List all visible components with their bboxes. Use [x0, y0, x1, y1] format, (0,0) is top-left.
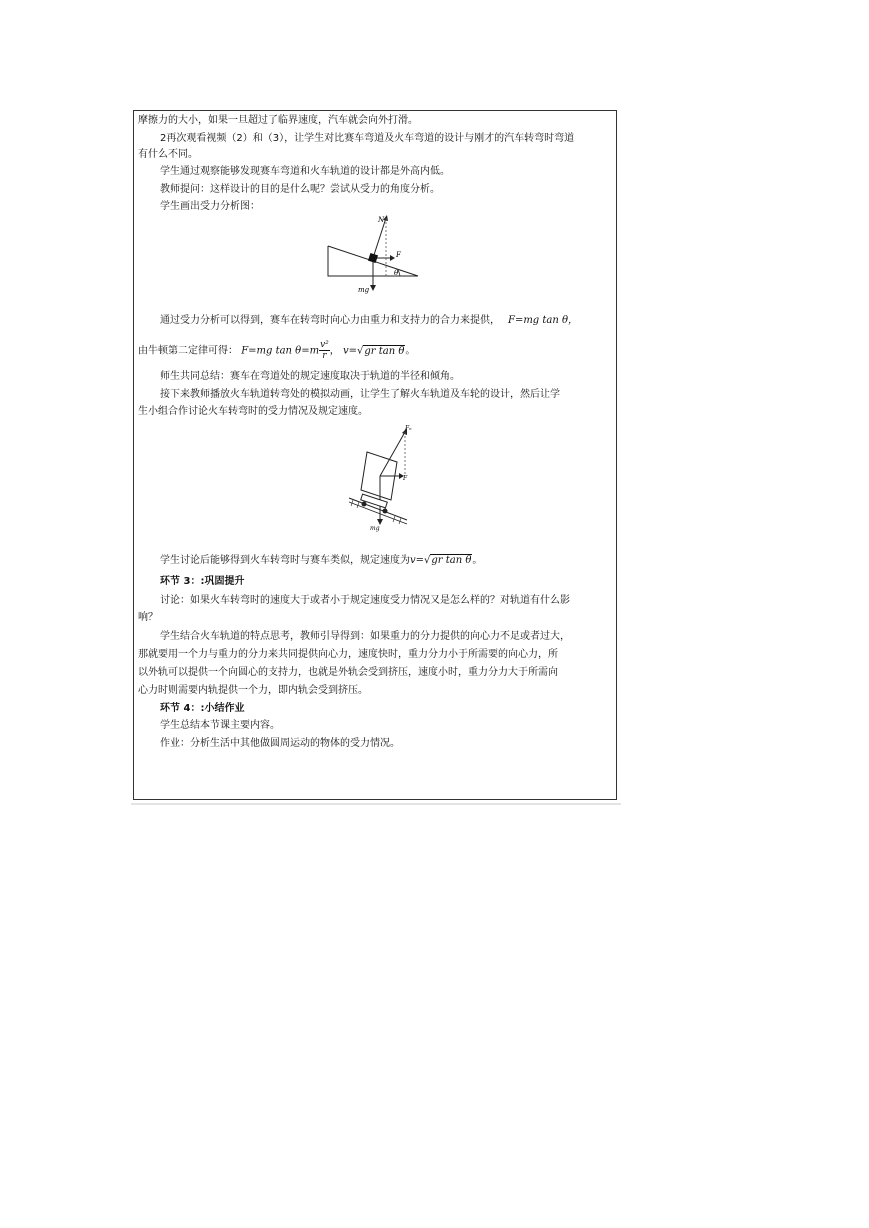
formula: F=mg tan θ=m	[241, 345, 320, 357]
label-mg: mg	[370, 525, 380, 532]
label-FN: Fₙ	[405, 425, 412, 432]
text-line: 学生总结本节课主要内容。	[160, 720, 280, 731]
fraction-denominator: r	[322, 351, 327, 361]
text-line: 学生结合火车轨道的特点思考，教师引导得到：如果重力的分力提供的向心力不足或者过大，	[160, 631, 570, 642]
text-line: 摩擦力的大小，如果一旦超过了临界速度，汽车就会向外打滑。	[138, 115, 418, 126]
text-span: 学生讨论后能够得到火车转弯时与赛车类似，规定速度为	[160, 555, 410, 566]
radicand: gr tan θ	[364, 345, 405, 357]
text-span: 。	[405, 345, 416, 357]
fraction	[319, 340, 330, 361]
text-line: 接下来教师播放火车轨道转弯处的模拟动画，让学生了解火车轨道及车轮的设计，然后让学	[160, 389, 560, 400]
cell-shadow	[131, 803, 621, 805]
force-diagram-train	[345, 422, 415, 532]
fraction-numerator: v²	[320, 340, 329, 350]
text-span: ，	[329, 345, 340, 357]
text-span: 。	[472, 555, 483, 566]
text-line: 2再次观看视频（2）和（3），让学生对比赛车弯道及火车弯道的设计与刚才的汽车转弯时弯道	[160, 133, 575, 144]
text-line: 以外轨可以提供一个向圆心的支持力，也就是外轨会受到挤压，速度小时，重力分力大于所需向	[138, 667, 558, 678]
section-heading: 环节 3：:巩固提升	[160, 576, 245, 587]
velocity-formula: v=√gr tan θ	[342, 345, 405, 357]
normal-force-arrow	[373, 218, 386, 258]
label-N: N	[378, 216, 385, 224]
force-diagram-racecar	[320, 212, 430, 298]
text-line: 有什么不同。	[138, 149, 198, 160]
text-line: 师生共同总结：赛车在弯道处的规定速度取决于轨道的半径和倾角。	[160, 371, 460, 382]
text-line	[138, 340, 614, 361]
text-span: 通过受力分析可以得到，赛车在转弯时向心力由重力和支持力的合力来提供，	[160, 315, 500, 326]
text-span: 由牛顿第二定律可得：	[138, 345, 238, 357]
text-line	[160, 313, 614, 328]
text-line: 心力时则需要内轨提供一个力，即内轨会受到挤压。	[138, 685, 368, 696]
car-block	[368, 253, 378, 263]
formula: v=	[342, 345, 357, 357]
text-line: 学生画出受力分析图：	[160, 201, 260, 212]
label-F: F	[396, 251, 401, 259]
text-line	[160, 553, 614, 568]
formula: v=	[410, 555, 425, 566]
formula: F=mg tan θ，	[508, 315, 578, 326]
text-line: 讨论：如果火车转弯时的速度大于或者小于规定速度受力情况又是怎么样的？对轨道有什么影	[160, 595, 570, 606]
text-line: 教师提问：这样设计的目的是什么呢？尝试从受力的角度分析。	[160, 184, 440, 195]
text-line: 学生通过观察能够发现赛车弯道和火车轨道的设计都是外高内低。	[160, 166, 450, 177]
label-theta: θ	[394, 269, 399, 277]
label-F: F	[403, 475, 408, 482]
text-line: 作业：分析生活中其他做圆周运动的物体的受力情况。	[160, 738, 400, 749]
radicand: gr tan θ	[431, 555, 472, 566]
label-mg: mg	[358, 286, 370, 294]
velocity-formula: v=√gr tan θ	[410, 555, 472, 566]
text-line: 响？	[138, 612, 158, 623]
text-line: 生小组合作讨论火车转弯时的受力情况及规定速度。	[138, 406, 368, 417]
text-line: 那就要用一个力与重力的分力来共同提供向心力，速度快时，重力分力小于所需要的向心力，所	[138, 649, 558, 660]
section-heading: 环节 4：:小结作业	[160, 703, 245, 714]
